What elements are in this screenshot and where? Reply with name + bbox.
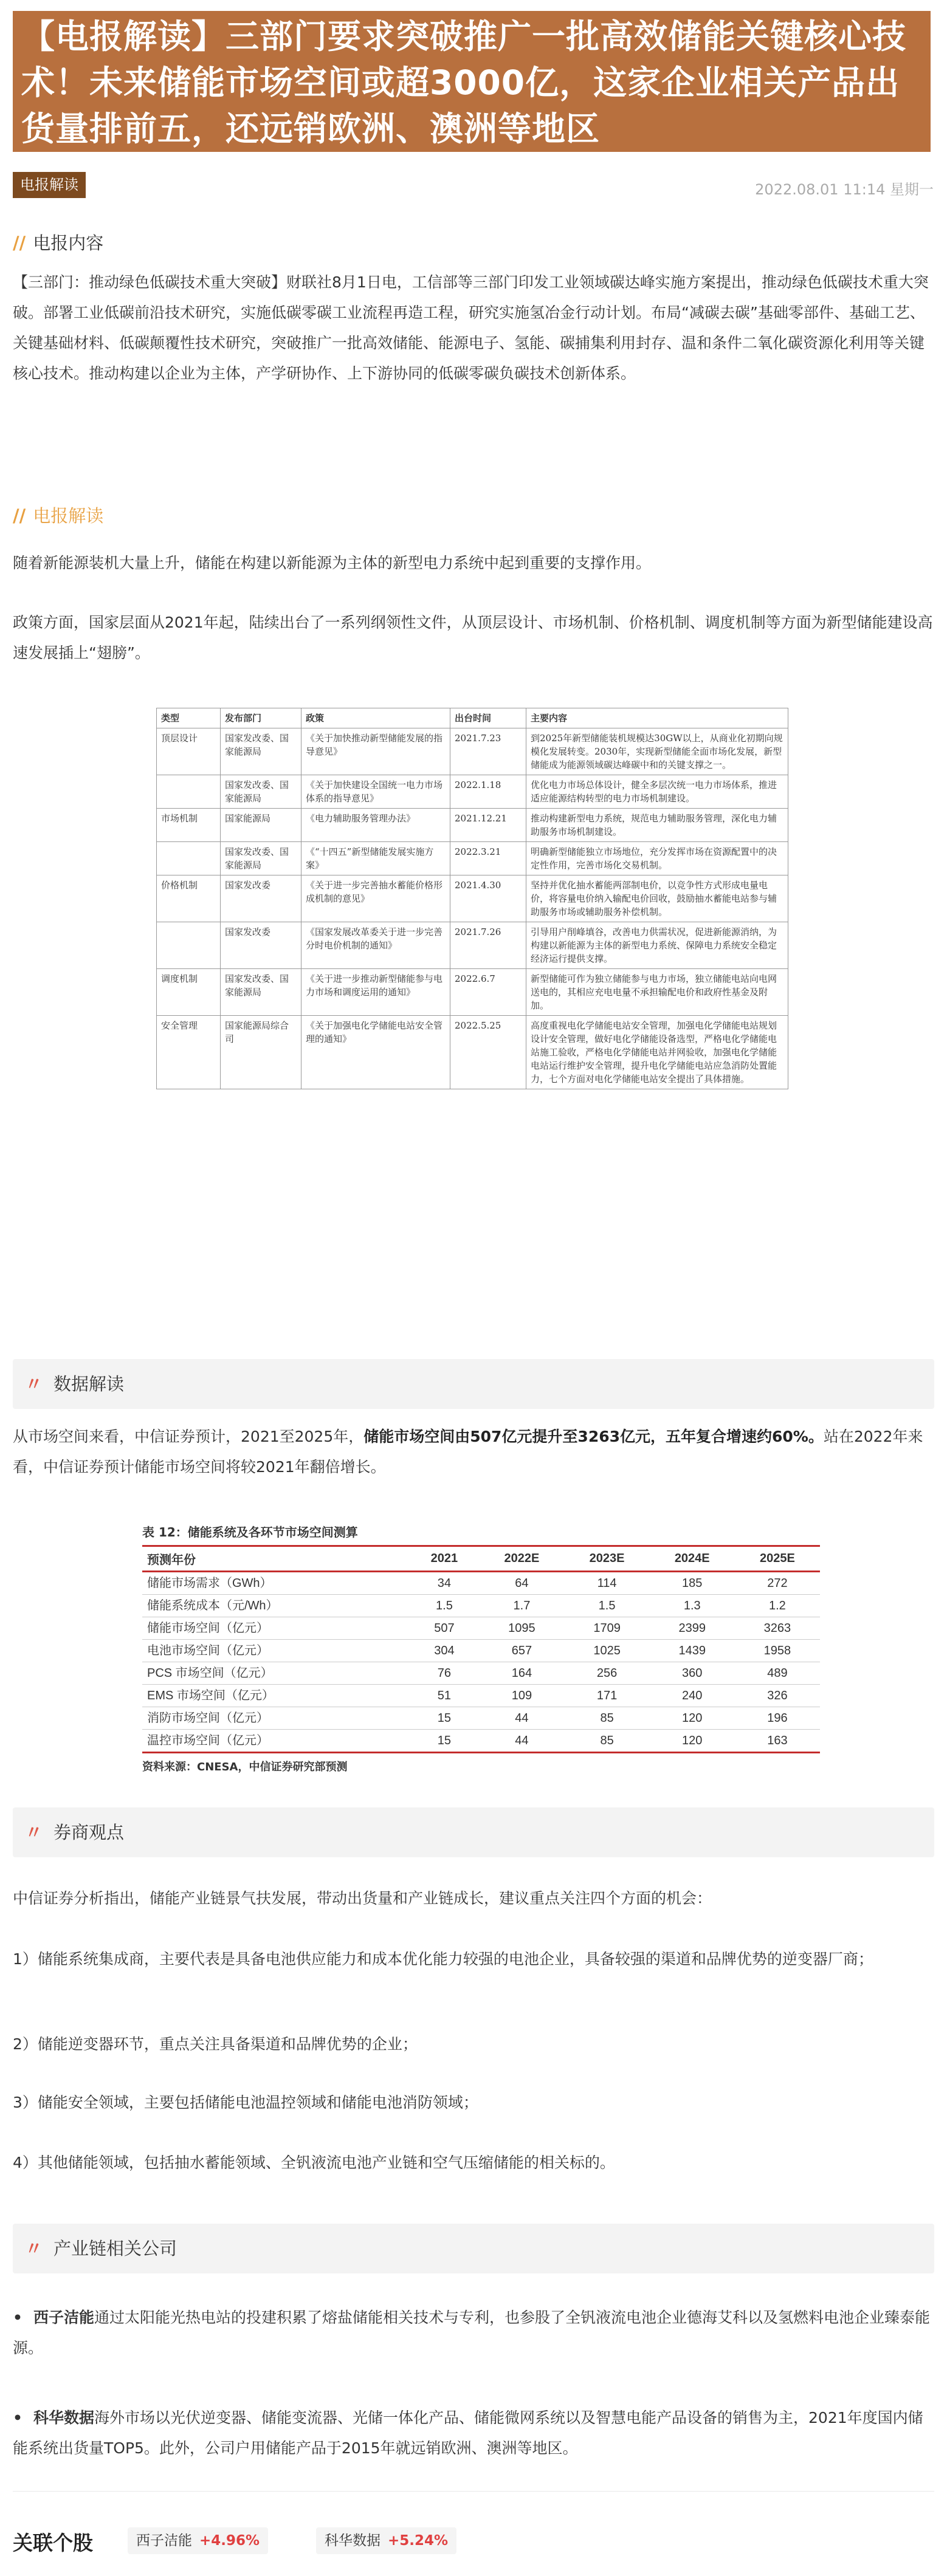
table-cell: 储能系统成本（元/Wh）	[142, 1595, 410, 1617]
table-cell: 《关于加快建设全国统一电力市场体系的指导意见》	[301, 775, 450, 809]
table-cell	[157, 922, 221, 969]
table-row	[157, 842, 788, 875]
table-cell: 2021.4.30	[450, 875, 526, 922]
market-header-cell: 2021	[410, 1546, 480, 1572]
stock-change: +5.24%	[388, 2533, 449, 2549]
table-row	[142, 1707, 820, 1730]
table-row	[157, 969, 788, 1016]
table-cell: 2022.1.18	[450, 775, 526, 809]
table-cell: 推动构建新型电力系统，规范电力辅助服务管理，深化电力辅助服务市场机制建设。	[526, 809, 788, 842]
market-header-cell: 2024E	[650, 1546, 735, 1572]
stock-name: 西子洁能	[136, 2533, 192, 2549]
policy-header-cell: 类型	[157, 708, 221, 728]
bullet-icon: •	[13, 2409, 22, 2427]
table-cell: 507	[410, 1617, 480, 1640]
publish-datetime: 2022.08.01 11:14 星期一	[755, 181, 934, 198]
table-cell: 163	[735, 1730, 820, 1753]
table-cell: 109	[479, 1685, 564, 1707]
table-cell: 44	[479, 1730, 564, 1753]
table-cell: 272	[735, 1572, 820, 1595]
slash-mark-icon: //	[13, 505, 26, 526]
table-cell: 到2025年新型储能装机规模达30GW以上，从商业化初期向规模化发展转变。2030年，实现新型储能全面市场化发展，新型储能成为能源领域碳达峰碳中和的关键支撑之一。	[526, 728, 788, 775]
slash-mark-icon: //	[13, 233, 26, 253]
table-cell: 《“十四五”新型储能发展实施方案》	[301, 842, 450, 875]
data-text-pre: 从市场空间来看，中信证券预计，2021至2025年，	[13, 1428, 364, 1445]
quote-mark-icon: 〃	[25, 1374, 43, 1394]
market-header-cell: 2025E	[735, 1546, 820, 1572]
table-cell: 引导用户削峰填谷，改善电力供需状况，促进新能源消纳，为构建以新能源为主体的新型电力系统、保障电力系统安全稳定经济运行提供支撑。	[526, 922, 788, 969]
quote-mark-icon: 〃	[25, 1822, 43, 1843]
table-row	[142, 1617, 820, 1640]
table-cell: 2022.3.21	[450, 842, 526, 875]
table-cell: 51	[410, 1685, 480, 1707]
table-cell: 优化电力市场总体设计，健全多层次统一电力市场体系，推进适应能源结构转型的电力市场机制建设。	[526, 775, 788, 809]
table-cell: 国家发改委	[221, 922, 301, 969]
table-cell: 国家发改委、国家能源局	[221, 775, 301, 809]
stock-change: +4.96%	[199, 2533, 260, 2549]
data-text-bold: 储能市场空间由507亿元提升至3263亿元，五年复合增速约60%。	[363, 1428, 824, 1445]
table-cell: 《电力辅助服务管理办法》	[301, 809, 450, 842]
interp-paragraph-1: 随着新能源装机大量上升，储能在构建以新能源为主体的新型电力系统中起到重要的支撑作用。	[13, 554, 652, 572]
policy-header-cell: 出台时间	[450, 708, 526, 728]
category-tag[interactable]: 电报解读	[13, 172, 86, 198]
table-cell: 3263	[735, 1617, 820, 1640]
table-cell: 新型储能可作为独立储能参与电力市场，独立储能电站向电网送电的，其相应充电电量不承担输配电价和政府性基金及附加。	[526, 969, 788, 1016]
table-cell: 120	[650, 1707, 735, 1730]
table-cell: 196	[735, 1707, 820, 1730]
market-header-cell: 预测年份	[142, 1546, 410, 1572]
broker-point-4: 4）其他储能领域，包括抽水蓄能领域、全钒液流电池产业链和空气压缩储能的相关标的。	[13, 2154, 615, 2171]
table-cell: 《关于进一步完善抽水蓄能价格形成机制的意见》	[301, 875, 450, 922]
table-cell: 15	[410, 1730, 480, 1753]
table-cell: 国家发改委、国家能源局	[221, 728, 301, 775]
data-text-post: 站在2022年来看，中信证券预计储能市场空间将较2021年翻倍增长。	[13, 1428, 923, 1476]
company-item-1	[13, 2303, 934, 2363]
table-cell: 304	[410, 1640, 480, 1662]
table-cell: 明确新型储能独立市场地位，充分发挥市场在资源配置中的决定性作用，完善市场化交易机制。	[526, 842, 788, 875]
quote-mark-icon: 〃	[25, 2238, 43, 2259]
table-cell: 1958	[735, 1640, 820, 1662]
table-cell: 171	[565, 1685, 650, 1707]
table-cell: 1709	[565, 1617, 650, 1640]
table-cell: 360	[650, 1662, 735, 1685]
table-cell: 1.7	[479, 1595, 564, 1617]
table-cell: 256	[565, 1662, 650, 1685]
table-cell: 储能市场需求（GWh）	[142, 1572, 410, 1595]
company-item-2	[13, 2403, 934, 2464]
market-header-cell: 2022E	[479, 1546, 564, 1572]
table-cell: 储能市场空间（亿元）	[142, 1617, 410, 1640]
table-cell: 2021.12.21	[450, 809, 526, 842]
table-cell: 114	[565, 1572, 650, 1595]
table-cell: 1.3	[650, 1595, 735, 1617]
table-cell: 温控市场空间（亿元）	[142, 1730, 410, 1753]
table-cell: PCS 市场空间（亿元）	[142, 1662, 410, 1685]
table-cell: 消防市场空间（亿元）	[142, 1707, 410, 1730]
company-name: 西子洁能	[33, 2309, 94, 2326]
table-cell	[157, 842, 221, 875]
table-cell: 2022.5.25	[450, 1016, 526, 1089]
section-data-title: 〃 数据解读	[13, 1359, 934, 1409]
table-row	[142, 1572, 820, 1595]
table-row	[157, 775, 788, 809]
market-header-row	[142, 1546, 820, 1572]
table-cell: 1.5	[565, 1595, 650, 1617]
market-table-caption: 表 12：储能系统及各环节市场空间测算	[142, 1525, 358, 1540]
table-cell: 国家发改委、国家能源局	[221, 842, 301, 875]
table-cell: 1025	[565, 1640, 650, 1662]
content-paragraph: 【三部门：推动绿色低碳技术重大突破】财联社8月1日电，工信部等三部门印发工业领域碳达峰实施方案提出，推动绿色低碳技术重大突破。部署工业低碳前沿技术研究，实施低碳零碳工业流程再造工程，研究实施氢冶金行动计划。布局“减碳去碳”基础零部件、基础工艺、关键基础材料、低碳颠覆性技术研究，突破推广一批高效储能、能源电子、氢能、碳捕集利用封存、温和条件二氧化碳资源化利用等关键核心技术。推动构建以企业为主体，产学研协作、上下游协同的低碳零碳负碳技术创新体系。	[13, 273, 929, 382]
table-cell: 2022.6.7	[450, 969, 526, 1016]
table-cell: EMS 市场空间（亿元）	[142, 1685, 410, 1707]
table-cell: 85	[565, 1707, 650, 1730]
policy-header-cell: 政策	[301, 708, 450, 728]
table-cell: 85	[565, 1730, 650, 1753]
table-cell: 15	[410, 1707, 480, 1730]
table-cell: 国家发改委	[221, 875, 301, 922]
section-broker-title: 〃 券商观点	[13, 1807, 934, 1857]
stock-name: 科华数据	[325, 2533, 381, 2549]
table-cell: 市场机制	[157, 809, 221, 842]
table-cell: 164	[479, 1662, 564, 1685]
table-cell: 2021.7.26	[450, 922, 526, 969]
table-cell: 电池市场空间（亿元）	[142, 1640, 410, 1662]
market-table-source: 资料来源：CNESA，中信证券研究部预测	[142, 1761, 348, 1773]
table-cell: 2399	[650, 1617, 735, 1640]
table-cell: 《关于加快推动新型储能发展的指导意见》	[301, 728, 450, 775]
table-cell: 国家能源局综合司	[221, 1016, 301, 1089]
section-interp-title: // 电报解读	[13, 505, 104, 526]
policy-header-cell: 发布部门	[221, 708, 301, 728]
market-figure	[142, 1523, 820, 1774]
table-cell: 安全管理	[157, 1016, 221, 1089]
footer-divider	[13, 2491, 934, 2492]
table-row	[157, 875, 788, 922]
table-cell: 240	[650, 1685, 735, 1707]
table-cell: 489	[735, 1662, 820, 1685]
table-cell: 657	[479, 1640, 564, 1662]
table-cell: 《国家发展改革委关于进一步完善分时电价机制的通知》	[301, 922, 450, 969]
table-cell: 价格机制	[157, 875, 221, 922]
table-cell: 高度重视电化学储能电站安全管理，加强电化学储能电站规划设计安全管理，做好电化学储能设备选型，严格电化学储能电站施工验收，严格电化学储能电站并网验收，加强电化学储能电站运行维护安全管理，提升电化学储能电站应急消防处置能力，七个方面对电化学储能电站安全提出了具体措施。	[526, 1016, 788, 1089]
article-title: 【电报解读】三部门要求突破推广一批高效储能关键核心技术！未来储能市场空间或超3000亿，这家企业相关产品出货量排前五，还远销欧洲、澳洲等地区	[13, 11, 931, 152]
table-cell: 《关于进一步推动新型储能参与电力市场和调度运用的通知》	[301, 969, 450, 1016]
table-cell	[157, 775, 221, 809]
broker-point-2: 2）储能逆变器环节，重点关注具备渠道和品牌优势的企业；	[13, 2035, 418, 2053]
stock-chip-kehua[interactable]	[316, 2527, 456, 2554]
table-cell: 64	[479, 1572, 564, 1595]
broker-point-1: 1）储能系统集成商，主要代表是具备电池供应能力和成本优化能力较强的电池企业，具备较强的渠道和品牌优势的逆变器厂商；	[13, 1950, 873, 1968]
market-table	[142, 1545, 820, 1753]
table-cell: 1095	[479, 1617, 564, 1640]
market-header-cell: 2023E	[565, 1546, 650, 1572]
table-row	[157, 922, 788, 969]
company-name: 科华数据	[33, 2409, 94, 2427]
table-cell: 1439	[650, 1640, 735, 1662]
table-cell: 1.5	[410, 1595, 480, 1617]
table-cell: 1.2	[735, 1595, 820, 1617]
broker-point-3: 3）储能安全领域，主要包括储能电池温控领域和储能电池消防领域；	[13, 2094, 478, 2111]
section-content-title: // 电报内容	[13, 233, 104, 253]
table-cell: 坚持并优化抽水蓄能两部制电价，以竞争性方式形成电量电价，将容量电价纳入输配电价回收，鼓励抽水蓄能电站参与辅助服务市场或辅助服务补偿机制。	[526, 875, 788, 922]
section-chain-title: 〃 产业链相关公司	[13, 2224, 934, 2273]
table-row	[142, 1685, 820, 1707]
table-row	[157, 728, 788, 775]
company-desc: 通过太阳能光热电站的投建积累了熔盐储能相关技术与专利，也参股了全钒液流电池企业德海艾科以及氢燃料电池企业臻泰能源。	[13, 2309, 931, 2357]
related-stocks-title: 关联个股	[13, 2531, 93, 2555]
table-cell: 120	[650, 1730, 735, 1753]
table-cell: 国家发改委、国家能源局	[221, 969, 301, 1016]
interp-paragraph-2: 政策方面，国家层面从2021年起，陆续出台了一系列纲领性文件，从顶层设计、市场机制、价格机制、调度机制等方面为新型储能建设高速发展插上“翅膀”。	[13, 614, 933, 662]
table-row	[142, 1662, 820, 1685]
table-cell: 326	[735, 1685, 820, 1707]
table-cell: 76	[410, 1662, 480, 1685]
table-cell: 调度机制	[157, 969, 221, 1016]
table-row	[142, 1730, 820, 1753]
table-cell: 2021.7.23	[450, 728, 526, 775]
policy-table	[156, 708, 788, 1089]
table-row	[142, 1595, 820, 1617]
company-desc: 海外市场以光伏逆变器、储能变流器、光储一体化产品、储能微网系统以及智慧电能产品设备的销售为主，2021年度国内储能系统出货量TOP5。此外，公司户用储能产品于2015年就远销欧洲、澳洲等地区。	[13, 2409, 923, 2457]
table-row	[157, 809, 788, 842]
table-cell: 185	[650, 1572, 735, 1595]
table-row	[157, 1016, 788, 1089]
table-cell: 《关于加强电化学储能电站安全管理的通知》	[301, 1016, 450, 1089]
policy-header-row	[157, 708, 788, 728]
bullet-icon: •	[13, 2309, 22, 2326]
stock-chip-xizi[interactable]	[128, 2527, 268, 2554]
data-paragraph	[13, 1422, 934, 1482]
policy-header-cell: 主要内容	[526, 708, 788, 728]
broker-intro: 中信证券分析指出，储能产业链景气扶发展，带动出货量和产业链成长，建议重点关注四个方面的机会：	[13, 1889, 712, 1907]
table-cell: 34	[410, 1572, 480, 1595]
table-cell: 44	[479, 1707, 564, 1730]
table-cell: 国家能源局	[221, 809, 301, 842]
table-row	[142, 1640, 820, 1662]
table-cell: 顶层设计	[157, 728, 221, 775]
